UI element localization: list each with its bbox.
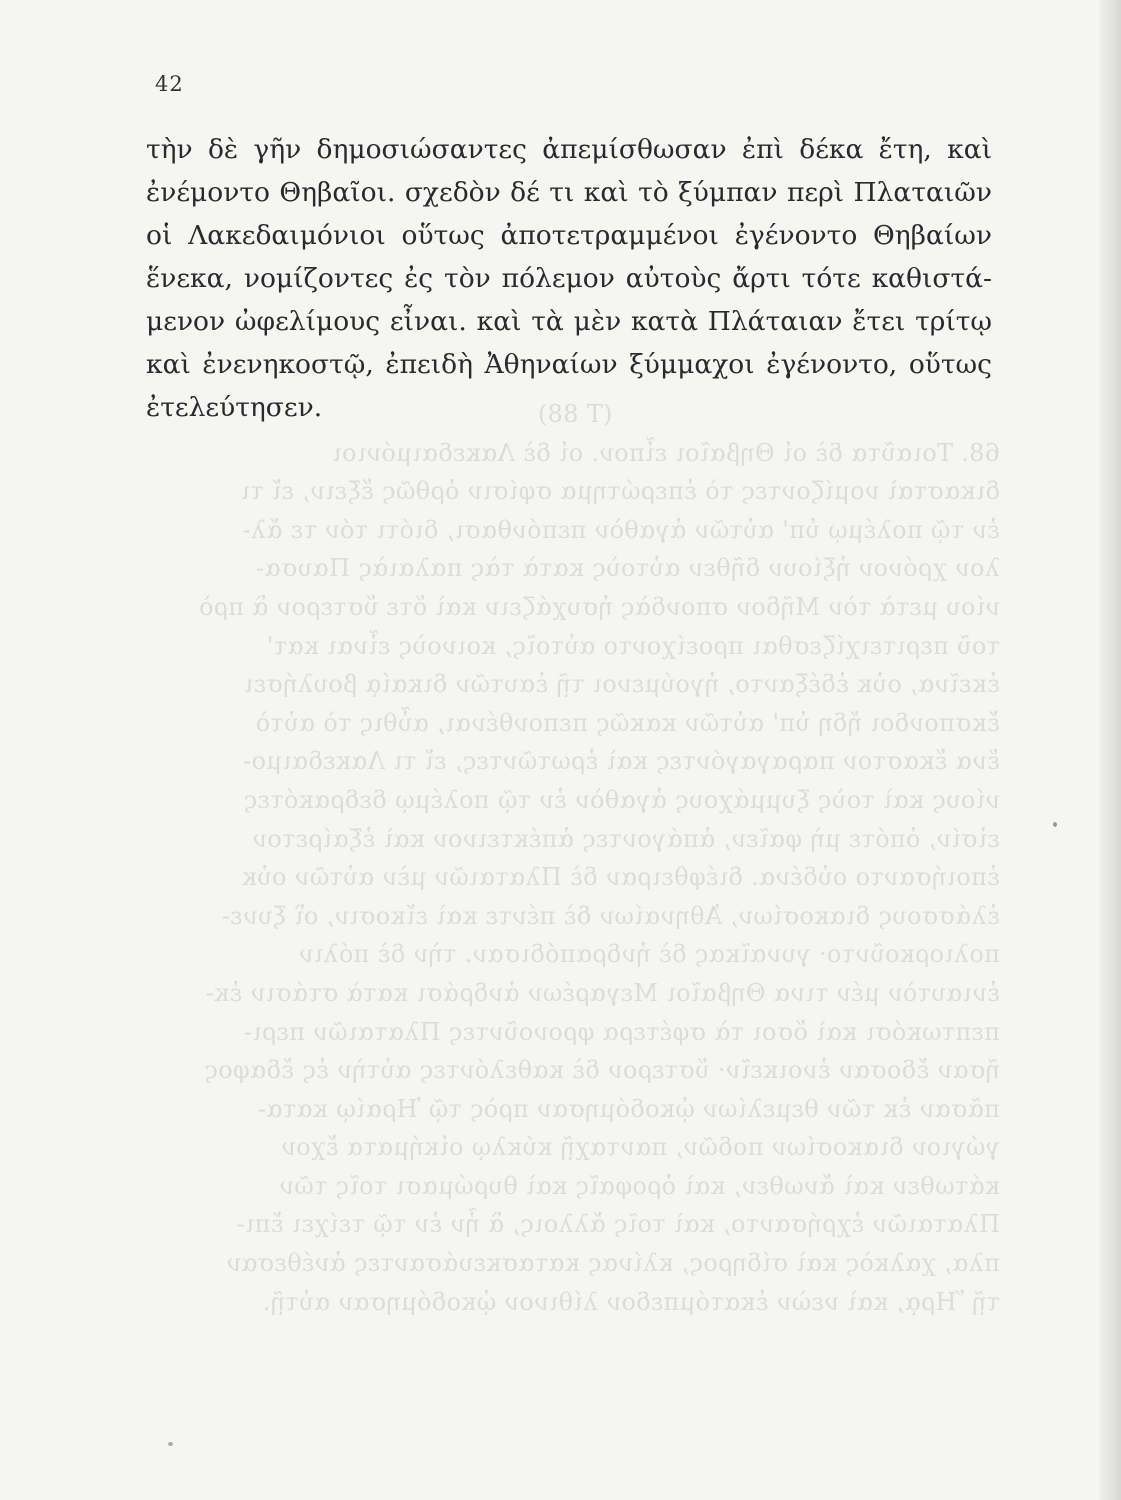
bleed-line: 68. Τοιαῦτα δὲ οἱ Θηβαῖοι εἶπον. οἱ δὲ Λακεδαιμόνιοι [332, 438, 1000, 467]
text-line: οἱ Λακεδαιμόνιοι οὕτως ἀποτετραμμένοι ἐγένοντο Θηβαίων [146, 220, 992, 251]
text-line: ἐνέμοντο Θηβαῖοι. σχεδὸν δέ τι καὶ τὸ ξύμπαν περὶ Πλαταιῶν [146, 177, 992, 208]
bleed-line: εἰσίν, ὁπότε μὴ φαῖεν, ἀπάγοντες ἀπέκτεινον καὶ ἐξαίρετον [252, 824, 1000, 853]
text-line: καὶ ἐνενηκοστῷ, ἐπειδὴ Ἀθηναίων ξύμμαχοι ἐγένοντο, οὕτως [146, 349, 992, 380]
bleed-line: νίους καὶ τοὺς ξυμμάχους ἀγαθὸν ἐν τῷ πολέμῳ δεδρακότες [243, 785, 1000, 814]
bleed-line: κάτωθεν καὶ ἄνωθεν, καὶ ὀροφαῖς καὶ θυρώμασι τοῖς τῶν [279, 1171, 1000, 1200]
bleed-line: ἐποιήσαντο οὐδένα. διέφθειραν δὲ Πλαταιῶν μὲν αὐτῶν οὐκ [241, 863, 1000, 892]
page-number: 42 [155, 72, 184, 96]
ink-speck [1053, 822, 1057, 827]
bleed-line: γώγιον διακοσίων ποδῶν, πανταχῇ κύκλῳ οἰκήματα ἔχον [280, 1133, 1000, 1162]
bleed-line: ἐκεῖνα, οὐκ ἐδέξαντο, ἡγούμενοι τῇ ἑαυτῶν δικαίᾳ βουλήσει [243, 670, 1000, 699]
bleed-line: λον χρόνον ἠξίουν δῆθεν αὐτοὺς κατὰ τὰς παλαιὰς Παυσα- [255, 554, 1000, 583]
bleed-line: Πλαταιῶν ἐχρήσαντο, καὶ τοῖς ἄλλοις, ἃ ἦν ἐν τῷ τείχει ἔπι- [236, 1210, 1000, 1239]
bleed-line: πλα, χαλκὸς καὶ σίδηρος, κλίνας κατασκευάσαντες ἀνέθεσαν [226, 1249, 1000, 1278]
bleed-line: νίου μετὰ τὸν Μῆδον σπονδὰς ἡσυχάζειν καὶ ὅτε ὕστερον ἃ πρὸ [198, 592, 1000, 621]
bleed-line: πολιορκοῦντο· γυναῖκας δὲ ἠνδραπόδισαν. τὴν δὲ πόλιν [298, 940, 1000, 969]
greek-text-block [146, 128, 992, 429]
text-line: μενον ὠφελίμους εἶναι. καὶ τὰ μὲν κατὰ Πλάταιαν ἔτει τρίτῳ [146, 306, 992, 337]
bleed-line: ἐν τῷ πολέμῳ ὑπ' αὐτῶν ἀγαθὸν πεπόνθασι, διότι τόν τε ἄλ- [242, 515, 1000, 544]
bleed-line: (T 88) [537, 400, 613, 428]
ink-speck [168, 1442, 173, 1446]
text-line: τὴν δὲ γῆν δημοσιώσαντες ἀπεμίσθωσαν ἐπὶ δέκα ἔτη, καὶ [146, 134, 992, 165]
bleed-line [150, 1321, 1000, 1360]
bleed-line: πᾶσαν ἐκ τῶν θεμελίων ᾠκοδόμησαν πρὸς τῷ Ἡραίῳ κατα- [257, 1094, 1000, 1123]
bleed-line: ἔκσπονδοι ἤδη ὑπ' αὐτῶν κακῶς πεπονθέναι, αὖθις τὸ αὐτὸ [255, 708, 1000, 737]
bleed-line: ῆσαν ἔδοσαν ἐνοικεῖν· ὕστερον δὲ καθελόντες αὐτὴν ἐς ἔδαφος [204, 1056, 1000, 1085]
bleed-line: ἐλάσσους διακοσίων, Ἀθηναίων δὲ πέντε καὶ εἴκοσιν, οἳ ξυνε- [221, 901, 1000, 930]
bleed-line: δικασταὶ νομίζοντες τὸ ἐπερώτημα σφίσιν ὀρθῶς ἕξειν, εἴ τι [240, 477, 1000, 506]
bleed-line: ἐνιαυτὸν μέν τινα Θηβαῖοι Μεγαρέων ἀνδράσι κατὰ στάσιν ἐκ- [205, 978, 1000, 1007]
bleed-line: ἕνα ἕκαστον παραγαγόντες καὶ ἐρωτῶντες, εἴ τι Λακεδαιμο- [242, 747, 1000, 776]
bleed-line: τοῦ περιτειχίζεσθαι προείχοντο αὐτοῖς, κοινοὺς εἶναι κατ' [266, 631, 1000, 660]
text-line: ἐτελεύτησεν. [146, 392, 323, 423]
bleed-line: τῇ Ἥρᾳ, καὶ νεὼν ἑκατόμπεδον λίθινον ᾠκοδόμησαν αὐτῇ. [262, 1287, 1000, 1316]
page-edge-shadow [1099, 0, 1121, 1500]
text-line: ἕνεκα, νομίζοντες ἐς τὸν πόλεμον αὐτοὺς ἄρτι τότε καθιστά- [146, 263, 992, 294]
bleed-line: πεπτωκόσι καὶ ὅσοι τὰ σφέτερα φρονοῦντες Πλαταιῶν περι- [243, 1017, 1000, 1046]
bleed-through-text [150, 395, 1000, 1360]
